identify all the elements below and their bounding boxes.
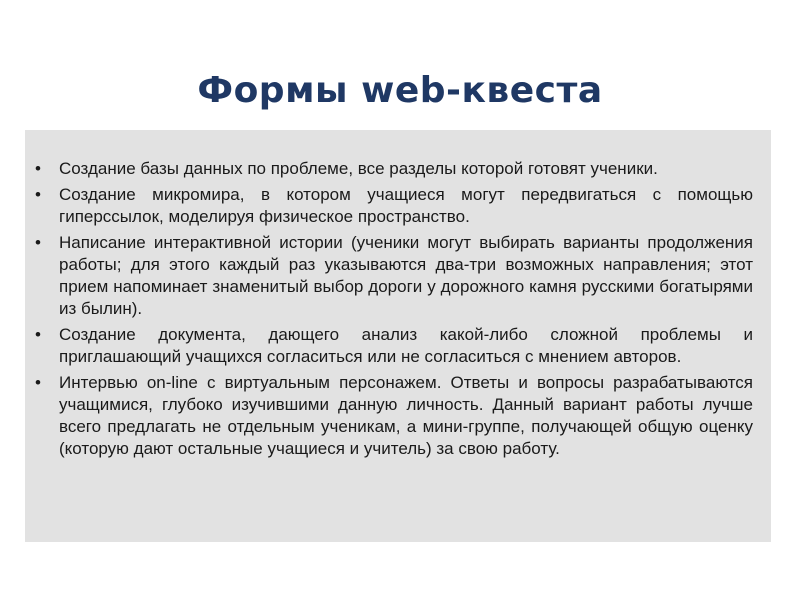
bullet-icon: • (35, 325, 41, 344)
bullet-text: Создание документа, дающего анализ какой-либо сложной проблемы и приглашающий учащихся согласиться или не согласиться с мнением авторов. (59, 325, 753, 366)
slide-title: Формы web-квеста (197, 70, 603, 112)
bullet-icon: • (35, 159, 41, 178)
bullet-text: Интервью on-line с виртуальным персонажем. Ответы и вопросы разрабатываются учащимися, глубоко изучившими данную личность. Данный вариант работы лучше всего предлагать не отдельным ученикам, а мини-группе, получающей общую оценку (которую дают остальные учащиеся и учитель) за свою работу. (59, 373, 753, 458)
bullet-item-document-analysis (33, 324, 753, 368)
bullet-item-microworld (33, 184, 753, 228)
bullet-item-database (33, 158, 753, 180)
bullet-text: Написание интерактивной истории (ученики могут выбирать варианты продолжения работы; для этого каждый раз указываются два-три возможных направления; этот прием напоминает знаменитый выбор дороги у дорожного камня русскими богатырями из былин). (59, 233, 753, 318)
bullet-text: Создание микромира, в котором учащиеся могут передвигаться с помощью гиперссылок, моделируя физическое пространство. (59, 185, 753, 226)
content-box (25, 130, 771, 542)
bullet-list (33, 158, 753, 460)
bullet-text: Создание базы данных по проблеме, все разделы которой готовят ученики. (59, 159, 658, 178)
bullet-item-interview (33, 372, 753, 460)
bullet-icon: • (35, 233, 41, 252)
bullet-icon: • (35, 185, 41, 204)
bullet-icon: • (35, 373, 41, 392)
bullet-item-interactive-story (33, 232, 753, 320)
